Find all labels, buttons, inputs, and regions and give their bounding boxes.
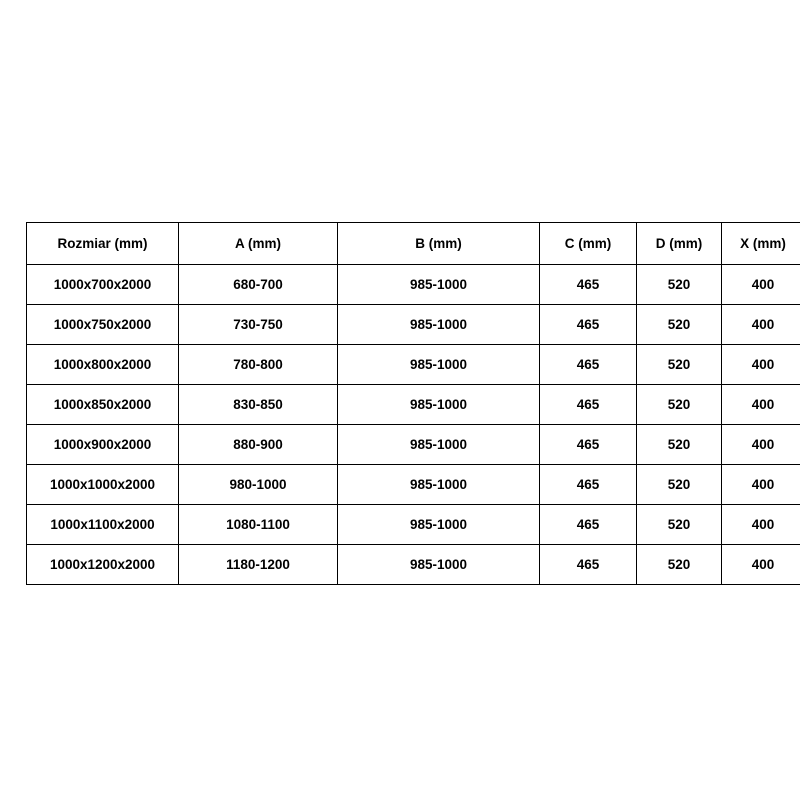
cell-d: 520 — [637, 305, 722, 345]
table-row — [27, 385, 800, 425]
column-header-b: B (mm) — [338, 223, 540, 265]
cell-a: 830-850 — [179, 385, 338, 425]
cell-rozmiar: 1000x850x2000 — [27, 385, 179, 425]
column-header-d: D (mm) — [637, 223, 722, 265]
column-header-rozmiar: Rozmiar (mm) — [27, 223, 179, 265]
cell-c: 465 — [540, 345, 637, 385]
cell-a: 880-900 — [179, 425, 338, 465]
cell-rozmiar: 1000x800x2000 — [27, 345, 179, 385]
cell-d: 520 — [637, 465, 722, 505]
cell-d: 520 — [637, 545, 722, 585]
cell-rozmiar: 1000x700x2000 — [27, 265, 179, 305]
table-row — [27, 265, 800, 305]
table-row — [27, 345, 800, 385]
table-row — [27, 425, 800, 465]
cell-a: 980-1000 — [179, 465, 338, 505]
cell-a: 1180-1200 — [179, 545, 338, 585]
cell-x: 400 — [722, 265, 800, 305]
table-row — [27, 465, 800, 505]
table-header — [27, 223, 800, 265]
cell-d: 520 — [637, 385, 722, 425]
cell-c: 465 — [540, 265, 637, 305]
cell-d: 520 — [637, 505, 722, 545]
specification-table — [26, 222, 800, 585]
cell-a: 680-700 — [179, 265, 338, 305]
table-row — [27, 545, 800, 585]
cell-rozmiar: 1000x900x2000 — [27, 425, 179, 465]
cell-b: 985-1000 — [338, 425, 540, 465]
cell-rozmiar: 1000x1200x2000 — [27, 545, 179, 585]
cell-a: 730-750 — [179, 305, 338, 345]
cell-c: 465 — [540, 385, 637, 425]
cell-a: 1080-1100 — [179, 505, 338, 545]
table-row — [27, 305, 800, 345]
cell-c: 465 — [540, 305, 637, 345]
cell-a: 780-800 — [179, 345, 338, 385]
cell-b: 985-1000 — [338, 465, 540, 505]
column-header-a: A (mm) — [179, 223, 338, 265]
cell-b: 985-1000 — [338, 305, 540, 345]
cell-rozmiar: 1000x1000x2000 — [27, 465, 179, 505]
cell-b: 985-1000 — [338, 505, 540, 545]
cell-x: 400 — [722, 465, 800, 505]
cell-x: 400 — [722, 505, 800, 545]
cell-b: 985-1000 — [338, 345, 540, 385]
specification-table-container — [26, 222, 786, 585]
table-header-row — [27, 223, 800, 265]
cell-c: 465 — [540, 545, 637, 585]
cell-d: 520 — [637, 265, 722, 305]
cell-b: 985-1000 — [338, 265, 540, 305]
cell-x: 400 — [722, 545, 800, 585]
cell-d: 520 — [637, 425, 722, 465]
table-body — [27, 265, 800, 585]
cell-x: 400 — [722, 425, 800, 465]
cell-b: 985-1000 — [338, 545, 540, 585]
cell-rozmiar: 1000x750x2000 — [27, 305, 179, 345]
cell-d: 520 — [637, 345, 722, 385]
cell-c: 465 — [540, 425, 637, 465]
column-header-x: X (mm) — [722, 223, 800, 265]
cell-rozmiar: 1000x1100x2000 — [27, 505, 179, 545]
cell-x: 400 — [722, 345, 800, 385]
column-header-c: C (mm) — [540, 223, 637, 265]
cell-c: 465 — [540, 505, 637, 545]
cell-b: 985-1000 — [338, 385, 540, 425]
table-row — [27, 505, 800, 545]
cell-x: 400 — [722, 385, 800, 425]
cell-x: 400 — [722, 305, 800, 345]
cell-c: 465 — [540, 465, 637, 505]
